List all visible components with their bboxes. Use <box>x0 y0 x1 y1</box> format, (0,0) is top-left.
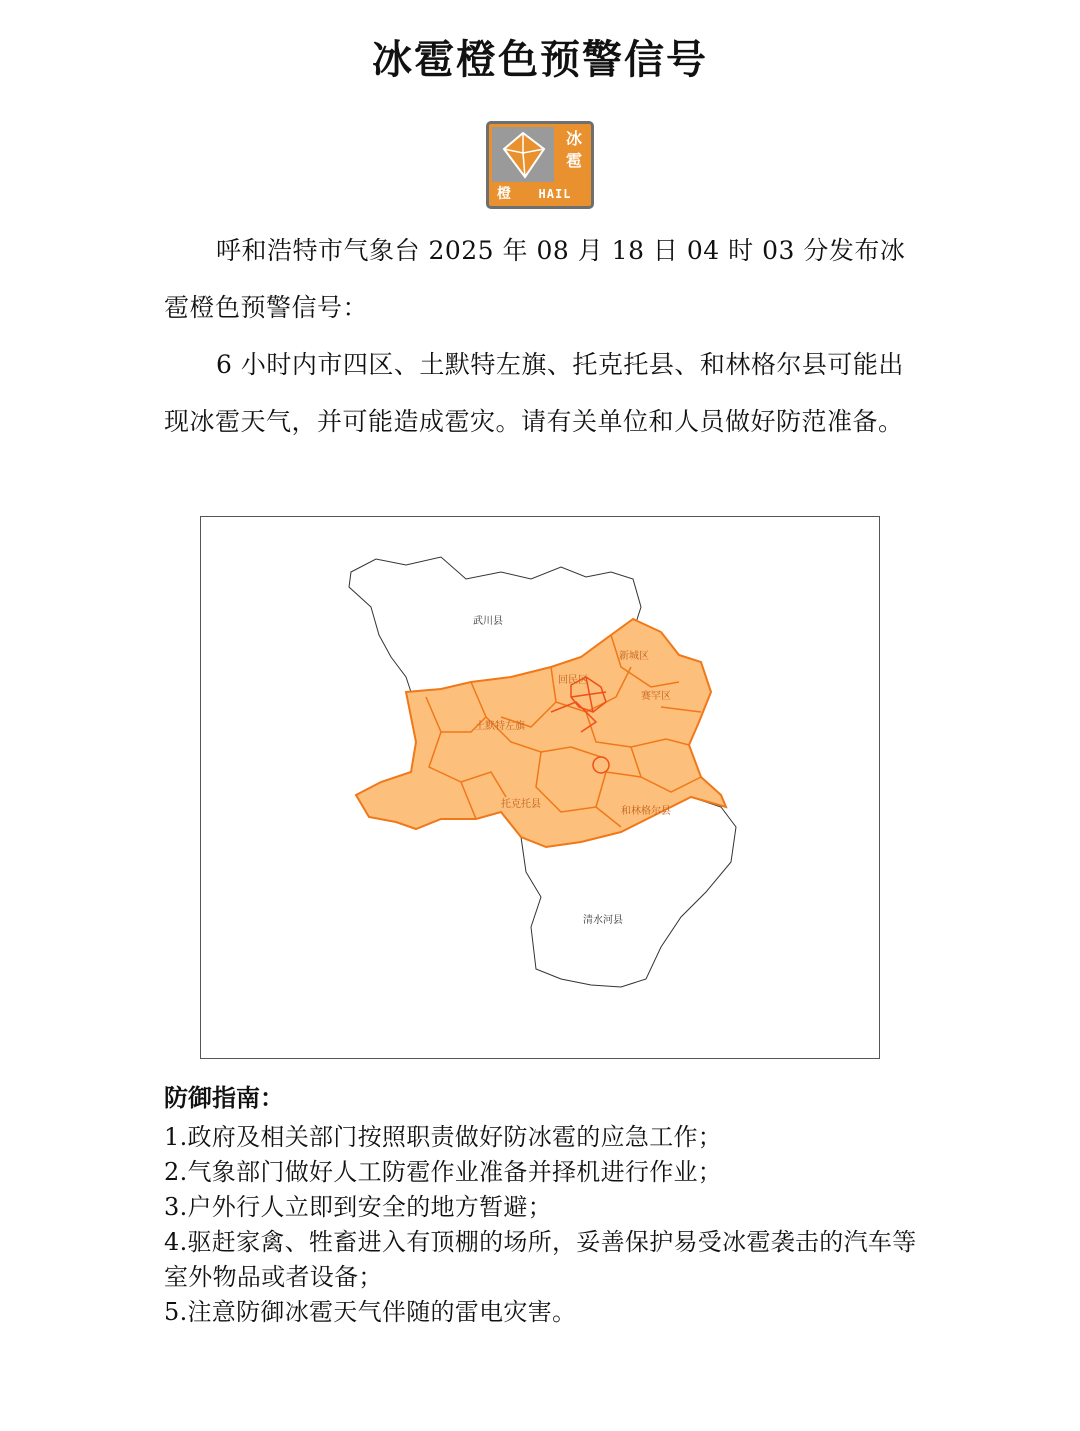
guide-item: 5.注意防御冰雹天气伴随的雷电灾害。 <box>164 1298 577 1326</box>
map-label-tuoketuo: 托克托县 <box>501 799 541 810</box>
guide-item: 1.政府及相关部门按照职责做好防冰雹的应急工作； <box>164 1123 723 1151</box>
guide-item: 4.驱赶家禽、牲畜进入有顶棚的场所，妥善保护易受冰雹袭击的汽车等室外物品或者设备； <box>164 1228 917 1291</box>
guide-list <box>164 1120 924 1330</box>
map-label-xincheng: 新城区 <box>619 651 649 662</box>
map-label-huimin: 回民区 <box>558 675 588 686</box>
signal-type-char-2: 雹 <box>565 151 582 170</box>
hail-stone-icon <box>492 127 554 182</box>
page-title: 冰雹橙色预警信号 <box>372 37 708 83</box>
signal-level-char: 橙 <box>497 186 511 202</box>
signal-type-text <box>559 128 589 172</box>
signal-english-label: HAIL <box>538 187 572 201</box>
guide-item: 3.户外行人立即到安全的地方暂避； <box>164 1193 552 1221</box>
issue-paragraph: 呼和浩特市气象台 2025 年 08 月 18 日 04 时 03 分发布冰雹橙色预警信号： <box>164 236 906 322</box>
map-label-tumote: 土默特左旗 <box>475 721 525 732</box>
warning-area-map <box>200 516 880 1059</box>
map-label-helinge: 和林格尔县 <box>621 806 671 817</box>
map-label-qingshuihe: 清水河县 <box>583 915 623 926</box>
signal-type-char-1: 冰 <box>565 129 582 148</box>
map-label-wuchuan: 武川县 <box>473 616 503 627</box>
warning-paragraph: 6 小时内市四区、土默特左旗、托克托县、和林格尔县可能出现冰雹天气，并可能造成雹灾。请有关单位和人员做好防范准备。 <box>164 350 904 436</box>
guide-item: 2.气象部门做好人工防雹作业准备并择机进行作业； <box>164 1158 723 1186</box>
hail-orange-signal-icon <box>486 121 594 209</box>
guide-title: 防御指南： <box>164 1084 284 1112</box>
map-label-saihan: 赛罕区 <box>641 691 671 702</box>
